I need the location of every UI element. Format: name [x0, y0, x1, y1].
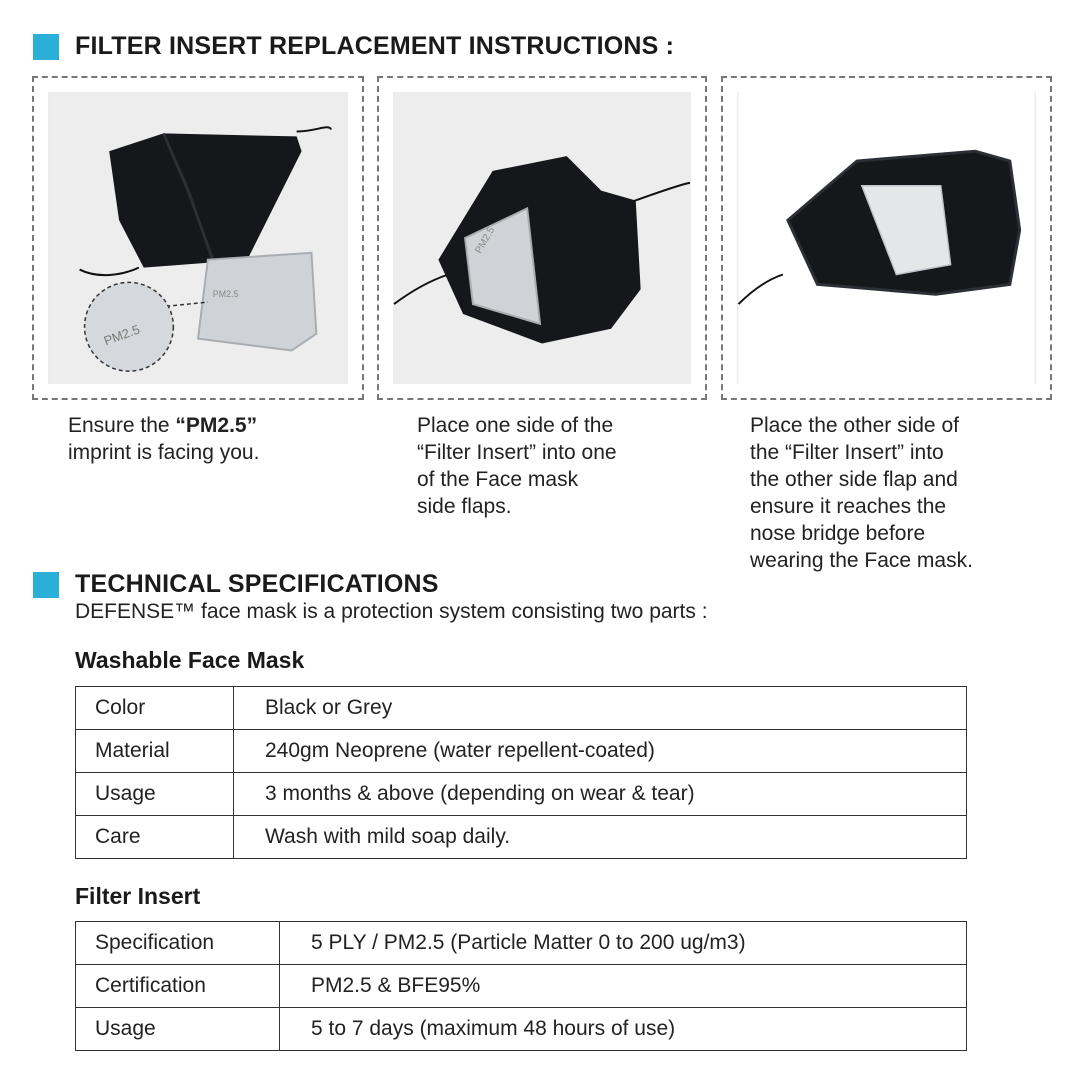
step-3-caption-line: wearing the Face mask. — [750, 549, 973, 572]
table-row — [76, 922, 967, 965]
mask-table-title: Washable Face Mask — [75, 647, 305, 673]
spec-value: Black or Grey — [234, 687, 967, 730]
step-3-caption-line: ensure it reaches the — [750, 495, 947, 518]
step-1-caption — [68, 412, 259, 466]
mask-spec-table — [75, 686, 967, 859]
spec-value: 5 PLY / PM2.5 (Particle Matter 0 to 200 ug/m3) — [280, 922, 967, 965]
step-1-caption-post: imprint is facing you. — [68, 441, 260, 464]
step-3-panel — [721, 76, 1052, 400]
step-2-panel — [377, 76, 707, 400]
spec-value: 5 to 7 days (maximum 48 hours of use) — [280, 1008, 967, 1051]
table-row — [76, 816, 967, 859]
spec-label: Usage — [76, 1008, 280, 1051]
spec-label: Care — [76, 816, 234, 859]
step-3-caption-line: nose bridge before — [750, 522, 926, 545]
specs-intro: DEFENSE™ face mask is a protection system consisting two parts : — [75, 600, 708, 623]
step-1-caption-bold: “PM2.5” — [175, 414, 258, 437]
table-row — [76, 965, 967, 1008]
spec-label: Usage — [76, 773, 234, 816]
section-marker — [33, 572, 59, 598]
step-1-photo — [48, 92, 348, 384]
step-2-caption-line: side flaps. — [417, 495, 512, 518]
table-row — [76, 1008, 967, 1051]
step-2-photo — [393, 92, 691, 384]
step-2-caption-line: Place one side of the — [417, 414, 614, 437]
section-marker — [33, 34, 59, 60]
filter-imprint: PM2.5 — [473, 225, 498, 256]
spec-value: 3 months & above (depending on wear & tear) — [234, 773, 967, 816]
mask-inserting-filter-illustration — [393, 92, 691, 384]
spec-value: PM2.5 & BFE95% — [280, 965, 967, 1008]
step-3-caption — [750, 412, 973, 574]
step-1-panel — [32, 76, 364, 400]
table-row — [76, 687, 967, 730]
mask-with-filter-inserted-illustration — [737, 92, 1036, 384]
spec-label: Color — [76, 687, 234, 730]
filter-table-title: Filter Insert — [75, 883, 201, 909]
spec-label: Material — [76, 730, 234, 773]
spec-value: 240gm Neoprene (water repellent-coated) — [234, 730, 967, 773]
spec-value: Wash with mild soap daily. — [234, 816, 967, 859]
filter-imprint-zoomed: PM2.5 — [101, 321, 142, 349]
step-2-caption — [417, 412, 617, 520]
step-1-caption-pre: Ensure the — [68, 414, 176, 437]
spec-label: Specification — [76, 922, 280, 965]
step-2-caption-line: “Filter Insert” into one — [417, 441, 617, 464]
step-3-caption-line: Place the other side of — [750, 414, 959, 437]
table-row — [76, 773, 967, 816]
mask-and-filter-illustration — [48, 92, 348, 384]
filter-spec-table — [75, 921, 967, 1051]
step-3-caption-line: the other side flap and — [750, 468, 958, 491]
step-3-caption-line: the “Filter Insert” into — [750, 441, 944, 464]
spec-label: Certification — [76, 965, 280, 1008]
step-2-caption-line: of the Face mask — [417, 468, 579, 491]
table-row — [76, 730, 967, 773]
instructions-heading: FILTER INSERT REPLACEMENT INSTRUCTIONS : — [75, 32, 675, 60]
specs-heading: TECHNICAL SPECIFICATIONS — [75, 570, 439, 598]
step-3-photo — [737, 92, 1036, 384]
filter-imprint-small: PM2.5 — [212, 289, 239, 300]
